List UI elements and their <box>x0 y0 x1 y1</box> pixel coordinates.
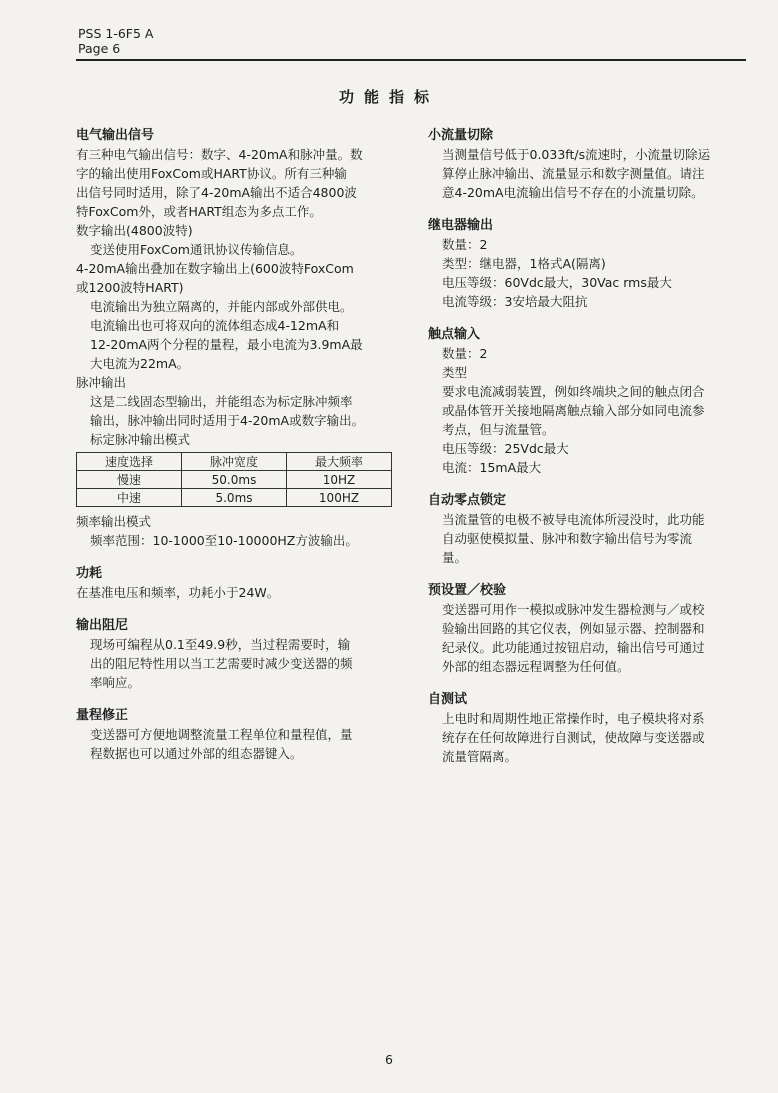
auto-zero-line: 自动驱使模拟量、脉冲和数字输出信号为零流 <box>442 531 693 546</box>
contact-input-heading: 触点输入 <box>428 327 481 342</box>
electrical-output-line: 出信号同时适用，除了4-20mA输出不适合4800波 <box>76 185 357 200</box>
table-cell: 10HZ <box>287 471 392 489</box>
low-flow-heading: 小流量切除 <box>428 128 494 143</box>
power-line: 在基准电压和频率，功耗小于24W。 <box>76 585 280 600</box>
damping-line: 率响应。 <box>90 675 141 690</box>
pulse-output-line: 输出，脉冲输出同时适用于4-20mA或数字输出。 <box>90 413 365 428</box>
table-cell: 50.0ms <box>182 471 287 489</box>
low-flow-line: 意4-20mA电流输出信号不存在的小流量切除。 <box>442 185 704 200</box>
preset-line: 变送器可用作一模拟或脉冲发生器检测与／或校 <box>442 602 705 617</box>
range-line: 变送器可方便地调整流量工程单位和量程值，量 <box>90 727 353 742</box>
relay-line: 电流等级：3安培最大阻抗 <box>442 294 588 309</box>
overlay-line: 4-20mA输出叠加在数字输出上(600波特FoxCom <box>76 261 354 276</box>
table-cell: 慢速 <box>77 471 182 489</box>
self-test-line: 统存在任何故障进行自测试，使故障与变送器或 <box>442 730 705 745</box>
current-output-line: 电流输出也可将双向的流体组态成4-12mA和 <box>90 318 340 333</box>
left-column <box>76 126 394 763</box>
doc-code: PSS 1-6F5 A <box>78 26 154 41</box>
contact-type-line: 或晶体管开关接地隔离触点输入部分如同电流参 <box>442 403 705 418</box>
self-test-line: 上电时和周期性地正常操作时，电子模块将对系 <box>442 711 705 726</box>
contact-type-line: 考点，但与流量管。 <box>442 422 555 437</box>
preset-heading: 预设置／校验 <box>428 583 507 598</box>
contact-type-line: 要求电流减弱装置，例如终端块之间的触点闭合 <box>442 384 705 399</box>
table-header-cell: 脉冲宽度 <box>182 453 287 471</box>
low-flow-line: 当测量信号低于0.033ft/s流速时，小流量切除运 <box>442 147 711 162</box>
electrical-output-line: 有三种电气输出信号：数字、4-20mA和脉冲量。数 <box>76 147 363 162</box>
table-cell: 100HZ <box>287 489 392 507</box>
damping-line: 出的阻尼特性用以当工艺需要时减少变送器的频 <box>90 656 353 671</box>
table-cell: 中速 <box>77 489 182 507</box>
relay-line: 电压等级：60Vdc最大，30Vac rms最大 <box>442 275 672 290</box>
pulse-output-line: 这是二线固态型输出，并能组态为标定脉冲频率 <box>90 394 353 409</box>
low-flow-line: 算停止脉冲输出、流量显示和数字测量值。请注 <box>442 166 705 181</box>
damping-line: 现场可编程从0.1至49.9秒，当过程需要时，输 <box>90 637 351 652</box>
page-title: 功能指标 <box>338 88 439 106</box>
contact-current: 电流：15mA最大 <box>442 460 542 475</box>
table-header-row <box>77 453 392 471</box>
damping-heading: 输出阻尼 <box>76 618 129 633</box>
power-heading: 功耗 <box>76 566 103 581</box>
frequency-mode-heading: 频率输出模式 <box>76 514 152 529</box>
table-header-cell: 最大频率 <box>287 453 392 471</box>
relay-line: 数量：2 <box>442 237 488 252</box>
pulse-output-heading: 脉冲输出 <box>76 375 127 390</box>
contact-voltage: 电压等级：25Vdc最大 <box>442 441 569 456</box>
frequency-mode-line: 频率范围：10-1000至10-10000HZ方波输出。 <box>90 533 358 548</box>
header-rule <box>76 59 746 61</box>
auto-zero-line: 当流量管的电极不被导电流体所浸没时，此功能 <box>442 512 705 527</box>
table-cell: 5.0ms <box>182 489 287 507</box>
self-test-heading: 自测试 <box>428 692 468 707</box>
preset-line: 外部的组态器远程调整为任何值。 <box>442 659 630 674</box>
contact-type-label: 类型 <box>442 365 468 380</box>
contact-count: 数量：2 <box>442 346 488 361</box>
current-output-line: 12-20mA两个分程的量程，最小电流为3.9mA最 <box>90 337 363 352</box>
digital-output-line: 变送使用FoxCom通讯协议传输信息。 <box>90 242 303 257</box>
pulse-mode-table <box>76 452 392 507</box>
electrical-output-line: 字的输出使用FoxCom或HART协议。所有三种输 <box>76 166 347 181</box>
table-header-cell: 速度选择 <box>77 453 182 471</box>
self-test-line: 流量管隔离。 <box>442 749 518 764</box>
electrical-output-heading: 电气输出信号 <box>76 128 155 143</box>
current-output-line: 大电流为22mA。 <box>90 356 190 371</box>
electrical-output-line: 特FoxCom外，或者HART组态为多点工作。 <box>76 204 322 219</box>
preset-line: 验输出回路的其它仪表，例如显示器、控制器和 <box>442 621 705 636</box>
table-row <box>77 471 392 489</box>
current-output-line: 电流输出为独立隔离的，并能内部或外部供电。 <box>90 299 353 314</box>
right-column <box>428 126 748 766</box>
range-line: 程数据也可以通过外部的组态器键入。 <box>90 746 303 761</box>
pulse-mode-label: 标定脉冲输出模式 <box>90 432 191 447</box>
auto-zero-heading: 自动零点锁定 <box>428 493 507 508</box>
relay-heading: 继电器输出 <box>428 218 494 233</box>
range-heading: 量程修正 <box>76 708 129 723</box>
page-number: 6 <box>385 1052 393 1067</box>
digital-output-heading: 数字输出(4800波特) <box>76 223 193 238</box>
page-label: Page 6 <box>78 41 121 56</box>
preset-line: 纪录仪。此功能通过按钮启动，输出信号可通过 <box>442 640 705 655</box>
auto-zero-line: 量。 <box>442 550 468 565</box>
table-row <box>77 489 392 507</box>
overlay-line: 或1200波特HART) <box>76 280 184 295</box>
relay-line: 类型：继电器，1格式A(隔离) <box>442 256 606 271</box>
